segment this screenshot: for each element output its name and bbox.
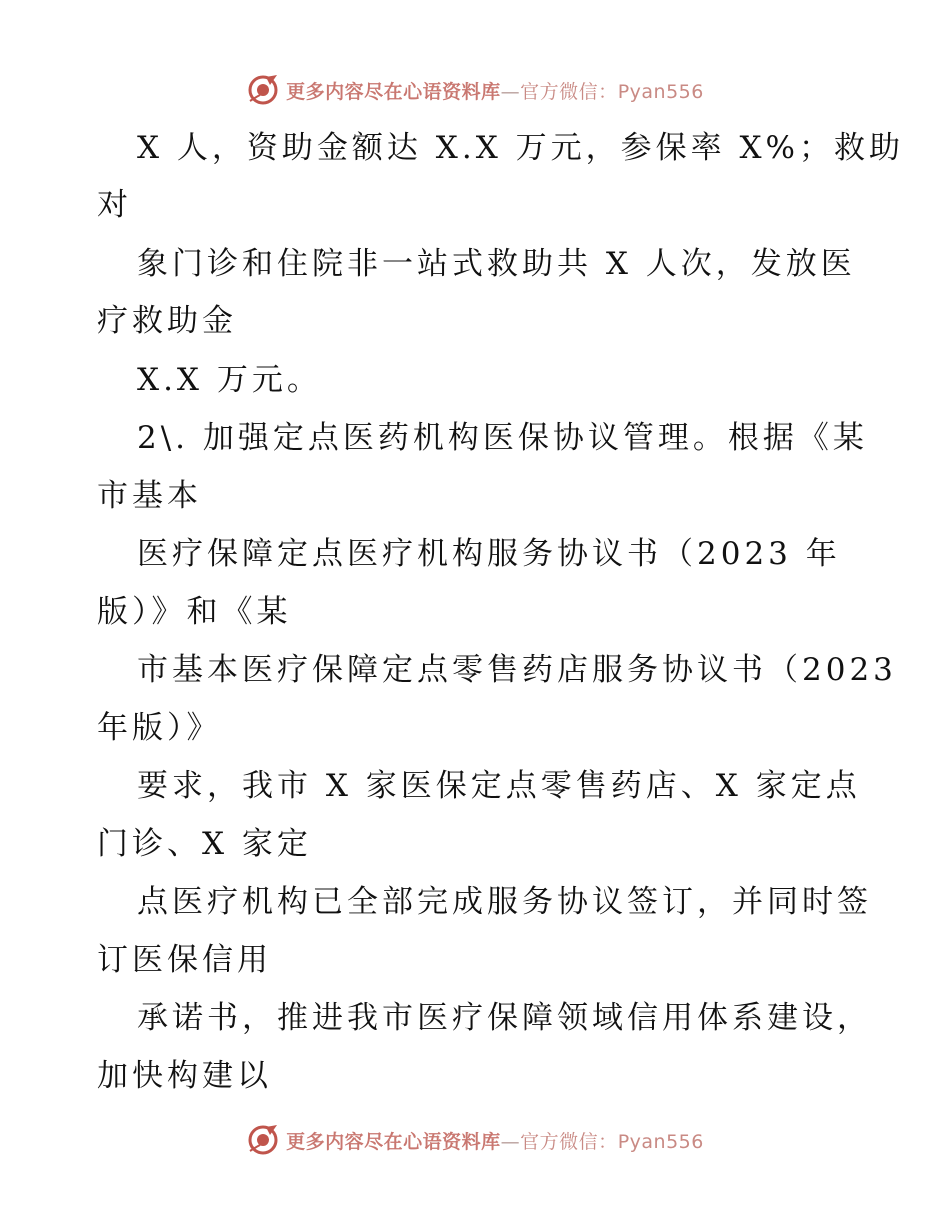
- quill-logo-icon: [246, 73, 280, 107]
- body-line: 订医保信用: [97, 942, 272, 978]
- watermark-wechat-label: 官方微信：: [520, 1130, 618, 1153]
- body-line: 点医疗机构已全部完成服务协议签订，并同时签: [137, 884, 872, 920]
- watermark-brand: 更多内容尽在心语资料库: [286, 80, 501, 103]
- body-line: 版）》和《某: [97, 594, 292, 630]
- watermark-brand: 更多内容尽在心语资料库: [286, 1130, 501, 1153]
- body-line: 市基本: [97, 478, 202, 514]
- watermark-text: [286, 77, 704, 104]
- quill-logo-icon: [246, 1123, 280, 1157]
- footer-watermark: [0, 1120, 950, 1160]
- body-line: 象门诊和住院非一站式救助共 X 人次，发放医: [137, 246, 856, 282]
- body-line: 年版）》: [97, 710, 222, 746]
- body-line: 市基本医疗保障定点零售药店服务协议书（2023: [137, 652, 897, 688]
- watermark-dash: —: [500, 80, 521, 103]
- body-line: 对: [97, 187, 132, 223]
- body-line: 2\. 加强定点医药机构医保协议管理。根据《某: [137, 420, 868, 456]
- watermark-dash: —: [500, 1130, 521, 1153]
- body-line: X.X 万元。: [137, 362, 322, 398]
- body-line: X 人，资助金额达 X.X 万元，参保率 X%；救助: [137, 130, 905, 166]
- body-line: 加快构建以: [97, 1058, 272, 1094]
- watermark-wechat-id: Pyan556: [617, 80, 704, 103]
- body-line: 疗救助金: [97, 303, 237, 339]
- watermark-wechat-label: 官方微信：: [520, 80, 618, 103]
- body-line: 要求，我市 X 家医保定点零售药店、X 家定点: [137, 768, 861, 804]
- body-line: 承诺书，推进我市医疗保障领域信用体系建设，: [137, 1000, 872, 1036]
- watermark-wechat-id: Pyan556: [617, 1130, 704, 1153]
- watermark-text: [286, 1127, 704, 1154]
- body-line: 门诊、X 家定: [97, 826, 312, 862]
- body-line: 医疗保障定点医疗机构服务协议书（2023 年: [137, 536, 841, 572]
- header-watermark: [0, 70, 950, 110]
